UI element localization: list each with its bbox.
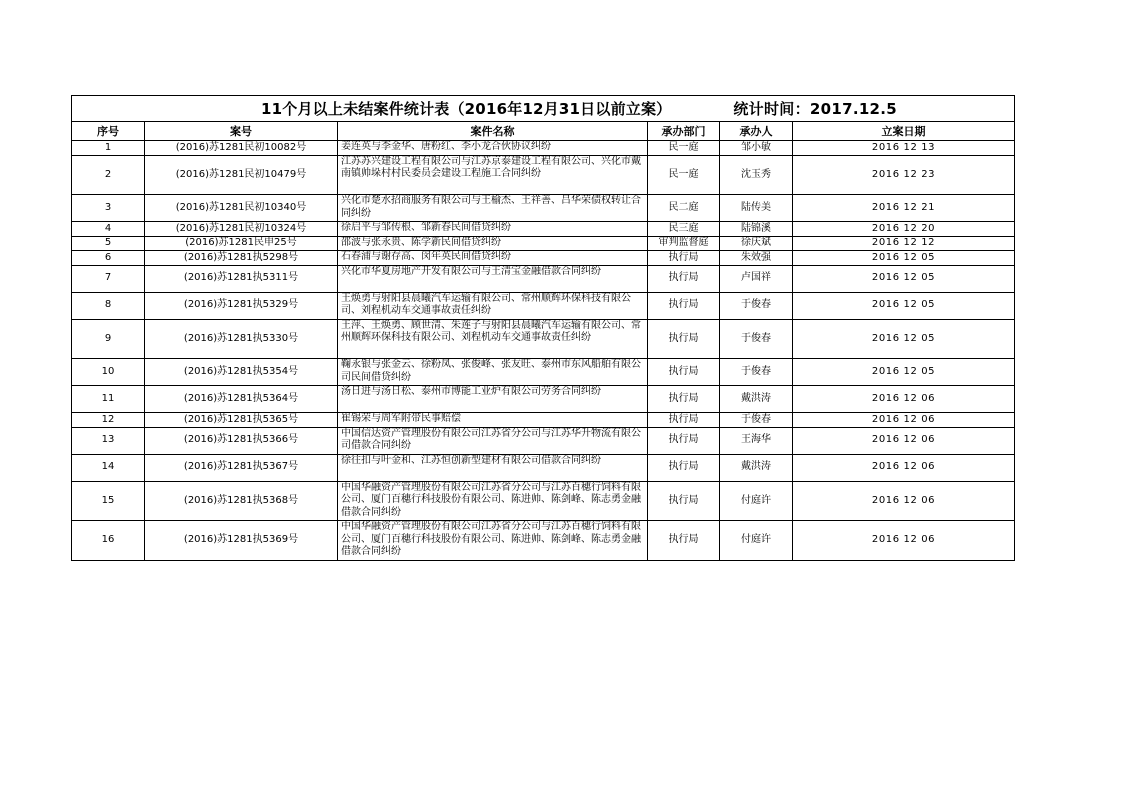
cell-case-name: 王焕勇与射阳县晨曦汽车运输有限公司、常州顺辉环保科技有限公司、刘程机动车交通事故责任纠纷 bbox=[338, 292, 648, 319]
cell-no: 15 bbox=[72, 481, 145, 521]
cell-dept: 执行局 bbox=[648, 386, 720, 413]
table-row bbox=[72, 386, 1015, 413]
cell-case-no: (2016)苏1281执5330号 bbox=[145, 319, 338, 359]
cell-person: 徐庆斌 bbox=[720, 236, 793, 251]
table-row bbox=[72, 236, 1015, 251]
cell-person: 王海华 bbox=[720, 427, 793, 454]
cell-case-name: 王萍、王焕勇、顾世清、朱莲子与射阳县晨曦汽车运输有限公司、常州顺辉环保科技有限公司、刘程机动车交通事故责任纠纷 bbox=[338, 319, 648, 359]
cell-case-no: (2016)苏1281民初10479号 bbox=[145, 155, 338, 195]
table-row bbox=[72, 481, 1015, 521]
header-case-no: 案号 bbox=[145, 122, 338, 141]
cell-no: 1 bbox=[72, 141, 145, 156]
table-row bbox=[72, 427, 1015, 454]
table-row bbox=[72, 222, 1015, 237]
cell-no: 6 bbox=[72, 251, 145, 266]
cell-person: 陆锦溪 bbox=[720, 222, 793, 237]
header-row bbox=[72, 122, 1015, 141]
table-row bbox=[72, 521, 1015, 561]
cell-dept: 执行局 bbox=[648, 427, 720, 454]
table-row bbox=[72, 292, 1015, 319]
table-row bbox=[72, 155, 1015, 195]
cell-case-name: 石春浦与谢存高、闵年英民间借贷纠纷 bbox=[338, 251, 648, 266]
cell-filing-date: 2016 12 05 bbox=[793, 359, 1015, 386]
cell-case-name: 中国华融资产管理股份有限公司江苏省分公司与江苏百穗行饲料有限公司、厦门百穗行科技股份有限公司、陈进帅、陈剑峰、陈志勇金融借款合同纠纷 bbox=[338, 481, 648, 521]
cell-dept: 民三庭 bbox=[648, 222, 720, 237]
cell-person: 于俊春 bbox=[720, 319, 793, 359]
cell-dept: 执行局 bbox=[648, 265, 720, 292]
cell-case-name: 邵波与张永贵、陈学新民间借贷纠纷 bbox=[338, 236, 648, 251]
cell-no: 2 bbox=[72, 155, 145, 195]
header-dept: 承办部门 bbox=[648, 122, 720, 141]
cell-filing-date: 2016 12 06 bbox=[793, 454, 1015, 481]
cell-case-name: 兴化市华夏房地产开发有限公司与王清宝金融借款合同纠纷 bbox=[338, 265, 648, 292]
cell-filing-date: 2016 12 20 bbox=[793, 222, 1015, 237]
cell-case-no: (2016)苏1281执5367号 bbox=[145, 454, 338, 481]
cell-case-name: 江苏苏兴建设工程有限公司与江苏京泰建设工程有限公司、兴化市戴南镇帅垛村村民委员会建设工程施工合同纠纷 bbox=[338, 155, 648, 195]
cell-case-no: (2016)苏1281执5365号 bbox=[145, 413, 338, 428]
cell-filing-date: 2016 12 05 bbox=[793, 251, 1015, 266]
cell-case-no: (2016)苏1281执5364号 bbox=[145, 386, 338, 413]
cell-no: 12 bbox=[72, 413, 145, 428]
cell-case-no: (2016)苏1281执5368号 bbox=[145, 481, 338, 521]
cell-dept: 民二庭 bbox=[648, 195, 720, 222]
cell-filing-date: 2016 12 05 bbox=[793, 292, 1015, 319]
cell-dept: 审判监督庭 bbox=[648, 236, 720, 251]
cell-case-no: (2016)苏1281民初10340号 bbox=[145, 195, 338, 222]
title-row bbox=[72, 96, 1015, 122]
cell-dept: 执行局 bbox=[648, 454, 720, 481]
cell-person: 付庭许 bbox=[720, 481, 793, 521]
stat-time: 统计时间：2017.12.5 bbox=[733, 100, 898, 118]
cell-filing-date: 2016 12 06 bbox=[793, 413, 1015, 428]
cell-case-name: 中国信达资产管理股份有限公司江苏省分公司与江苏华升物流有限公司借款合同纠纷 bbox=[338, 427, 648, 454]
table-row bbox=[72, 251, 1015, 266]
cell-person: 于俊春 bbox=[720, 292, 793, 319]
table-row bbox=[72, 319, 1015, 359]
table-row bbox=[72, 359, 1015, 386]
cell-person: 朱效强 bbox=[720, 251, 793, 266]
table-row bbox=[72, 265, 1015, 292]
cell-person: 戴洪涛 bbox=[720, 454, 793, 481]
cell-case-name: 徐启平与邹传根、邹新春民间借贷纠纷 bbox=[338, 222, 648, 237]
cell-person: 陆传美 bbox=[720, 195, 793, 222]
cell-person: 付庭许 bbox=[720, 521, 793, 561]
cell-filing-date: 2016 12 06 bbox=[793, 386, 1015, 413]
cell-case-name: 姜连英与李金华、唐粉红、李小龙合伙协议纠纷 bbox=[338, 141, 648, 156]
cell-person: 卢国祥 bbox=[720, 265, 793, 292]
cell-case-name: 徐往扣与叶金和、江苏恒创新型建材有限公司借款合同纠纷 bbox=[338, 454, 648, 481]
cell-filing-date: 2016 12 06 bbox=[793, 427, 1015, 454]
cell-case-no: (2016)苏1281执5329号 bbox=[145, 292, 338, 319]
cell-filing-date: 2016 12 23 bbox=[793, 155, 1015, 195]
table-row bbox=[72, 141, 1015, 156]
cell-case-no: (2016)苏1281民初10324号 bbox=[145, 222, 338, 237]
cell-dept: 民一庭 bbox=[648, 141, 720, 156]
cell-case-no: (2016)苏1281民初10082号 bbox=[145, 141, 338, 156]
cell-no: 9 bbox=[72, 319, 145, 359]
cell-dept: 执行局 bbox=[648, 292, 720, 319]
cell-person: 于俊春 bbox=[720, 359, 793, 386]
cell-no: 14 bbox=[72, 454, 145, 481]
cell-dept: 执行局 bbox=[648, 359, 720, 386]
cell-case-no: (2016)苏1281执5366号 bbox=[145, 427, 338, 454]
cell-dept: 执行局 bbox=[648, 319, 720, 359]
cell-case-name: 中国华融资产管理股份有限公司江苏省分公司与江苏百穗行饲料有限公司、厦门百穗行科技股份有限公司、陈进帅、陈剑峰、陈志勇金融借款合同纠纷 bbox=[338, 521, 648, 561]
cell-no: 11 bbox=[72, 386, 145, 413]
header-person: 承办人 bbox=[720, 122, 793, 141]
cell-case-name: 兴化市楚水招商服务有限公司与王榆杰、王祥善、吕华荣债权转让合同纠纷 bbox=[338, 195, 648, 222]
cell-filing-date: 2016 12 05 bbox=[793, 319, 1015, 359]
cell-filing-date: 2016 12 21 bbox=[793, 195, 1015, 222]
cell-no: 16 bbox=[72, 521, 145, 561]
table-row bbox=[72, 413, 1015, 428]
cell-case-no: (2016)苏1281民申25号 bbox=[145, 236, 338, 251]
table-row bbox=[72, 454, 1015, 481]
cell-no: 7 bbox=[72, 265, 145, 292]
table-row bbox=[72, 195, 1015, 222]
header-case-name: 案件名称 bbox=[338, 122, 648, 141]
cell-person: 戴洪涛 bbox=[720, 386, 793, 413]
cell-no: 3 bbox=[72, 195, 145, 222]
table-title: 11个月以上未结案件统计表（2016年12月31日以前立案） bbox=[261, 100, 672, 118]
cell-no: 5 bbox=[72, 236, 145, 251]
cell-case-no: (2016)苏1281执5298号 bbox=[145, 251, 338, 266]
cell-filing-date: 2016 12 05 bbox=[793, 265, 1015, 292]
cell-no: 8 bbox=[72, 292, 145, 319]
cell-person: 邹小敏 bbox=[720, 141, 793, 156]
cell-case-name: 鞠永银与张金云、徐粉凤、张俊峰、张友旺、泰州市东风船舶有限公司民间借贷纠纷 bbox=[338, 359, 648, 386]
cell-filing-date: 2016 12 12 bbox=[793, 236, 1015, 251]
header-no: 序号 bbox=[72, 122, 145, 141]
cell-dept: 执行局 bbox=[648, 251, 720, 266]
cell-case-no: (2016)苏1281执5311号 bbox=[145, 265, 338, 292]
cell-dept: 执行局 bbox=[648, 521, 720, 561]
cell-case-no: (2016)苏1281执5354号 bbox=[145, 359, 338, 386]
cell-filing-date: 2016 12 13 bbox=[793, 141, 1015, 156]
cell-dept: 民一庭 bbox=[648, 155, 720, 195]
cell-filing-date: 2016 12 06 bbox=[793, 521, 1015, 561]
cell-no: 4 bbox=[72, 222, 145, 237]
cell-case-no: (2016)苏1281执5369号 bbox=[145, 521, 338, 561]
cell-filing-date: 2016 12 06 bbox=[793, 481, 1015, 521]
cell-person: 于俊春 bbox=[720, 413, 793, 428]
header-filing-date: 立案日期 bbox=[793, 122, 1015, 141]
cell-dept: 执行局 bbox=[648, 481, 720, 521]
cell-case-name: 崔锡荣与周军附带民事赔偿 bbox=[338, 413, 648, 428]
cell-no: 10 bbox=[72, 359, 145, 386]
cell-case-name: 汤日进与汤日松、泰州市博能工业炉有限公司劳务合同纠纷 bbox=[338, 386, 648, 413]
cell-person: 沈玉秀 bbox=[720, 155, 793, 195]
case-statistics-table bbox=[71, 95, 1015, 561]
cell-no: 13 bbox=[72, 427, 145, 454]
cell-dept: 执行局 bbox=[648, 413, 720, 428]
